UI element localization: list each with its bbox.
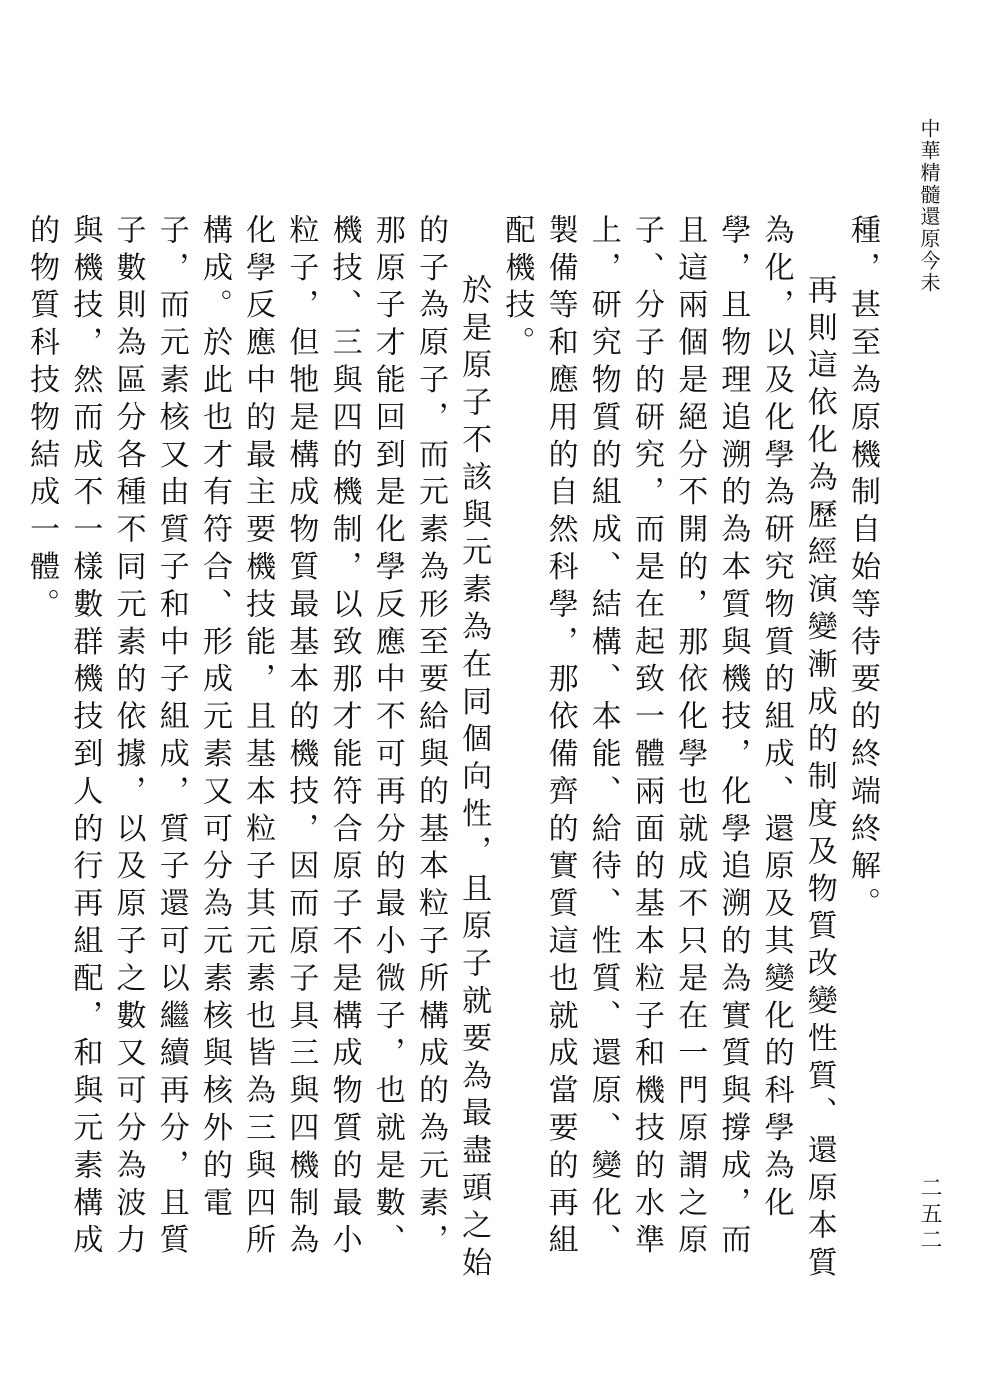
- running-title: 中華精髓還原今未: [917, 118, 941, 294]
- paragraph-continuation: 種，甚至為原機制自始等待要的終端終解。: [845, 214, 880, 925]
- page-number: 二五二: [917, 1176, 942, 1254]
- paragraph-chemistry: 再則這依化為歷經演變漸成的制度及物質改變性質、還原本質為化，以及化學為研究物質的組成、還原及其變化的科學為化學，且物理追溯的為本質與機技，化學追溯的為實質與撐成，而且這兩個是絕分不開的，那依化學也就成不只是在一門原謂之原子、分子的研究，而是在起致一體兩面的基本粒子和機技的水準上，研究物質的組成、結構、本能、給待、性質、還原、變化、製備等和應用的自然科學，那依備齊的實質這也就成當要的再組配機技。: [499, 214, 837, 1284]
- body-text: [24, 214, 884, 1294]
- paragraph-atoms: 於是原子不該與元素為在同個向性，且原子就要為最盡頭之始的子為原子，而元素為形至要給與的基本粒子所構成的為元素，那原子才能回到是化學反應中不可再分的最小微子，也就是數、機技、三與四的機制，以致那才能符合原子不是構成物質的最小粒子，但牠是構成物質最基本的機技，因而原子具三與四機制為化學反應中的最主要機技能，且基本粒子其元素也皆為三與四所構成。於此也才有符合、形成元素又可分為元素核與核外的電子，而元素核又由質子和中子組成，質子還可以繼續再分，且質子數則為區分各種不同元素的依據，以及原子之數又可分為波力與機技，然而成不一樣數群機技到人的行再組配，和與元素構成的物質科技物結成一體。: [24, 214, 492, 1284]
